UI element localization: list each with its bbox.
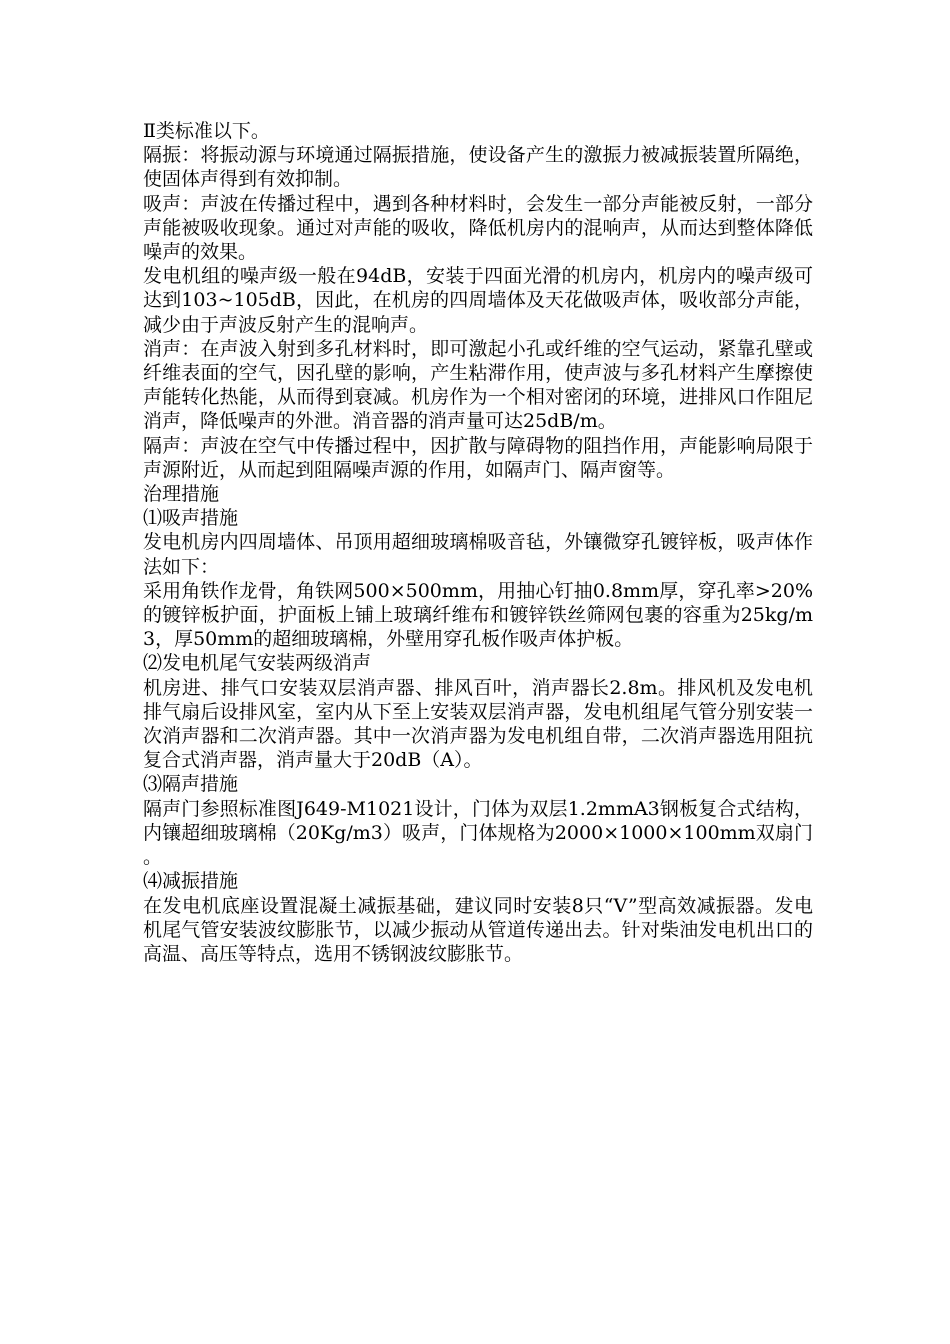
paragraph-absorption-construction: 采用角铁作龙骨，角铁网500×500mm，用抽心钉抽0.8mm厚，穿孔率>20%的镀锌板护面，护面板上铺上玻璃纤维布和镀锌铁丝筛网包裹的容重为25kg/m3，厚50mm的超细玻璃棉，外壁用穿孔板作吸声体护板。 bbox=[143, 579, 813, 651]
document-body bbox=[143, 119, 813, 966]
paragraph-absorption-walls: 发电机房内四周墙体、吊顶用超细玻璃棉吸音毡，外镶微穿孔镀锌板，吸声体作法如下： bbox=[143, 531, 813, 578]
paragraph-insulation-door: 隔声门参照标准图J649-M1021设计，门体为双层1.2mmA3钢板复合式结构，内镶超细玻璃棉（20Kg/m3）吸声，门体规格为2000×1000×100mm双扇门。 bbox=[143, 797, 813, 869]
paragraph-sound-insulation: 隔声：声波在空气中传播过程中，因扩散与障碍物的阻挡作用，声能影响局限于声源附近，从而起到阻隔噪声源的作用，如隔声门、隔声窗等。 bbox=[143, 434, 813, 481]
subheading-absorption-measures: ⑴吸声措施 bbox=[143, 507, 239, 530]
section-heading-treatment-measures: 治理措施 bbox=[143, 483, 220, 506]
paragraph-standard-level: Ⅱ类标准以下。 bbox=[143, 120, 270, 142]
paragraph-vibration-isolation: 隔振：将振动源与环境通过隔振措施，使设备产生的激振力被减振装置所隔绝，使固体声得到有效抑制。 bbox=[143, 144, 813, 191]
paragraph-damping-foundation: 在发电机底座设置混凝土减振基础，建议同时安装8只“V”型高效减振器。发电机尾气管安装波纹膨胀节，以减少振动从管道传递出去。针对柴油发电机出口的高温、高压等特点，选用不锈钢波纹膨胀节。 bbox=[143, 894, 813, 965]
subheading-insulation-measures: ⑶隔声措施 bbox=[143, 773, 239, 796]
subheading-exhaust-muffling: ⑵发电机尾气安装两级消声 bbox=[143, 652, 372, 675]
paragraph-generator-noise-level: 发电机组的噪声级一般在94dB，安装于四面光滑的机房内，机房内的噪声级可达到103~105dB，因此，在机房的四周墙体及天花做吸声体，吸收部分声能，减少由于声波反射产生的混响声。 bbox=[143, 265, 813, 336]
paragraph-exhaust-mufflers: 机房进、排气口安装双层消声器、排风百叶，消声器长2.8m。排风机及发电机排气扇后设排风室，室内从下至上安装双层消声器，发电机组尾气管分别安装一次消声器和二次消声器。其中一次消声器为发电机组自带，二次消声器选用阻抗复合式消声器，消声量大于20dB（A）。 bbox=[143, 676, 813, 772]
subheading-damping-measures: ⑷减振措施 bbox=[143, 870, 239, 893]
paragraph-muffling: 消声：在声波入射到多孔材料时，即可激起小孔或纤维的空气运动，紧靠孔壁或纤维表面的空气，因孔壁的影响，产生粘滞作用，使声波与多孔材料产生摩擦使声能转化热能，从而得到衰减。机房作为一个相对密闭的环境，进排风口作阻尼消声，降低噪声的外泄。消音器的消声量可达25dB/m。 bbox=[143, 337, 813, 433]
paragraph-sound-absorption: 吸声：声波在传播过程中，遇到各种材料时，会发生一部分声能被反射，一部分声能被吸收现象。通过对声能的吸收，降低机房内的混响声，从而达到整体降低噪声的效果。 bbox=[143, 192, 813, 264]
